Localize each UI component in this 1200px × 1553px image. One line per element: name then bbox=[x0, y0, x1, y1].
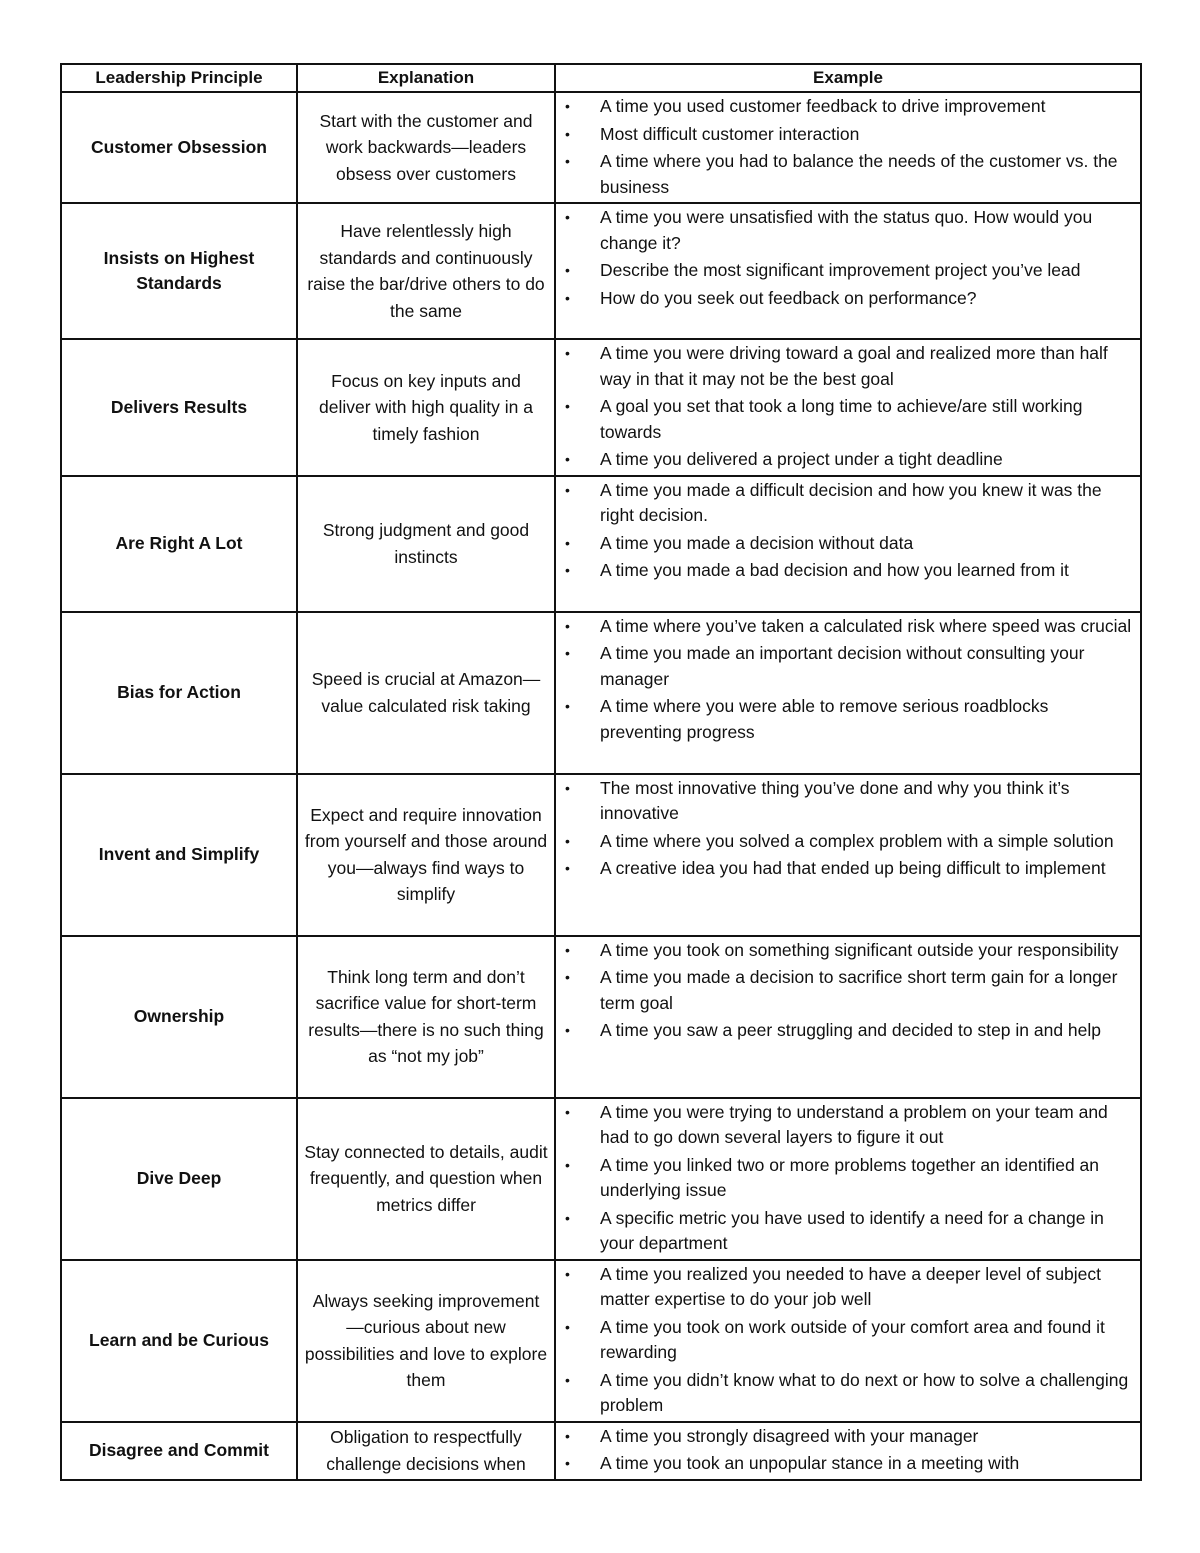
example-text: A time you didn’t know what to do next or how to solve a challenging problem bbox=[600, 1369, 1129, 1415]
explanation-cell: Stay connected to details, audit frequently, and question when metrics differ bbox=[297, 1098, 555, 1260]
example-item bbox=[556, 478, 1132, 529]
example-item bbox=[556, 1315, 1132, 1366]
bullet-icon: • bbox=[565, 398, 570, 414]
bullet-icon: • bbox=[565, 345, 570, 361]
example-item bbox=[556, 1262, 1132, 1313]
bullet-icon: • bbox=[565, 617, 570, 634]
principle-cell: Disagree and Commit bbox=[61, 1422, 297, 1480]
example-text: A time you took on something significant outside your responsibility bbox=[600, 939, 1119, 960]
example-list bbox=[556, 613, 1140, 746]
example-text: A time where you’ve taken a calculated risk where speed was crucial bbox=[600, 615, 1132, 636]
principle-cell: Ownership bbox=[61, 936, 297, 1098]
bullet-icon: • bbox=[565, 209, 570, 225]
principle-cell: Bias for Action bbox=[61, 612, 297, 774]
bullet-icon: • bbox=[565, 1371, 570, 1388]
example-item bbox=[556, 829, 1132, 855]
example-item bbox=[556, 614, 1132, 640]
principle-cell: Invent and Simplify bbox=[61, 774, 297, 936]
bullet-icon: • bbox=[565, 969, 570, 985]
table-row bbox=[61, 1422, 1141, 1480]
principle-cell: Dive Deep bbox=[61, 1098, 297, 1260]
bullet-icon: • bbox=[565, 153, 570, 169]
table-row bbox=[61, 1260, 1141, 1422]
examples-cell bbox=[555, 1422, 1141, 1480]
example-text: A time you were trying to understand a problem on your team and had to go down several layers to figure it out bbox=[600, 1101, 1108, 1147]
example-item bbox=[556, 149, 1132, 200]
example-list bbox=[556, 93, 1140, 200]
example-text: A time you delivered a project under a tight deadline bbox=[600, 449, 1003, 469]
bullet-icon: • bbox=[565, 1022, 570, 1038]
explanation-cell: Start with the customer and work backwards—leaders obsess over customers bbox=[297, 92, 555, 203]
explanation-cell: Focus on key inputs and deliver with high quality in a timely fashion bbox=[297, 339, 555, 476]
bullet-icon: • bbox=[565, 941, 570, 958]
example-item bbox=[556, 694, 1132, 745]
example-item bbox=[556, 776, 1132, 827]
explanation-cell: Have relentlessly high standards and continuously raise the bar/drive others to do the same bbox=[297, 203, 555, 339]
example-item bbox=[556, 1206, 1132, 1257]
example-text: A time you made a decision without data bbox=[600, 532, 914, 553]
examples-cell bbox=[555, 339, 1141, 476]
example-text: A time you made a decision to sacrifice short term gain for a longer term goal bbox=[600, 967, 1118, 1013]
example-text: A goal you set that took a long time to achieve/are still working towards bbox=[600, 396, 1083, 442]
example-text: A time you were driving toward a goal and realized more than half way in that it may not be the best goal bbox=[600, 343, 1108, 389]
example-item bbox=[556, 286, 1132, 312]
bullet-icon: • bbox=[565, 262, 570, 278]
example-text: A time you realized you needed to have a deeper level of subject matter expertise to do your job well bbox=[600, 1263, 1102, 1309]
example-item bbox=[556, 938, 1132, 964]
example-item bbox=[556, 1451, 1132, 1477]
explanation-cell: Obligation to respectfully challenge decisions when bbox=[297, 1422, 555, 1480]
example-item bbox=[556, 1018, 1132, 1044]
examples-cell bbox=[555, 936, 1141, 1098]
table-row bbox=[61, 476, 1141, 612]
example-text: A time you took on work outside of your comfort area and found it rewarding bbox=[600, 1316, 1105, 1362]
bullet-icon: • bbox=[565, 1103, 570, 1120]
example-text: How do you seek out feedback on performance? bbox=[600, 287, 977, 308]
principle-cell: Insists on Highest Standards bbox=[61, 203, 297, 339]
bullet-icon: • bbox=[565, 125, 570, 142]
example-item bbox=[556, 641, 1132, 692]
table-row bbox=[61, 339, 1141, 476]
header-principle: Leadership Principle bbox=[61, 64, 297, 92]
example-item bbox=[556, 1424, 1132, 1450]
example-item bbox=[556, 856, 1132, 882]
example-item bbox=[556, 94, 1132, 120]
example-list bbox=[556, 1423, 1140, 1477]
bullet-icon: • bbox=[565, 481, 570, 498]
bullet-icon: • bbox=[565, 98, 570, 114]
principle-cell: Learn and be Curious bbox=[61, 1260, 297, 1422]
examples-cell bbox=[555, 203, 1141, 339]
table-row bbox=[61, 612, 1141, 774]
bullet-icon: • bbox=[565, 289, 570, 306]
table-row bbox=[61, 936, 1141, 1098]
example-list bbox=[556, 340, 1140, 473]
example-item bbox=[556, 122, 1132, 148]
table-body bbox=[61, 92, 1141, 1480]
bullet-icon: • bbox=[565, 860, 570, 876]
example-text: A time you made a bad decision and how you learned from it bbox=[600, 560, 1069, 580]
examples-cell bbox=[555, 774, 1141, 936]
example-text: A time you made a difficult decision and how you knew it was the right decision. bbox=[600, 479, 1102, 525]
bullet-icon: • bbox=[565, 1455, 570, 1471]
explanation-cell: Always seeking improvement—curious about new possibilities and love to explore them bbox=[297, 1260, 555, 1422]
bullet-icon: • bbox=[565, 832, 570, 849]
example-list bbox=[556, 204, 1140, 311]
examples-cell bbox=[555, 612, 1141, 774]
example-list bbox=[556, 1099, 1140, 1257]
bullet-icon: • bbox=[565, 1209, 570, 1226]
bullet-icon: • bbox=[565, 562, 570, 578]
example-item bbox=[556, 558, 1132, 584]
bullet-icon: • bbox=[565, 1265, 570, 1282]
example-list bbox=[556, 477, 1140, 584]
example-text: A time where you were able to remove serious roadblocks preventing progress bbox=[600, 696, 1049, 742]
principle-cell: Are Right A Lot bbox=[61, 476, 297, 612]
principle-cell: Delivers Results bbox=[61, 339, 297, 476]
example-item bbox=[556, 1368, 1132, 1419]
examples-cell bbox=[555, 476, 1141, 612]
examples-cell bbox=[555, 1098, 1141, 1260]
leadership-principles-table bbox=[60, 63, 1142, 1481]
bullet-icon: • bbox=[565, 779, 570, 796]
example-list bbox=[556, 1261, 1140, 1419]
examples-cell bbox=[555, 92, 1141, 203]
explanation-cell: Strong judgment and good instincts bbox=[297, 476, 555, 612]
table-row bbox=[61, 203, 1141, 339]
example-text: A time you saw a peer struggling and decided to step in and help bbox=[600, 1020, 1102, 1040]
example-list bbox=[556, 937, 1140, 1044]
example-text: The most innovative thing you’ve done and why you think it’s innovative bbox=[600, 777, 1070, 823]
bullet-icon: • bbox=[565, 534, 570, 551]
example-text: A time you used customer feedback to drive improvement bbox=[600, 96, 1046, 116]
header-example: Example bbox=[555, 64, 1141, 92]
explanation-cell: Expect and require innovation from yourself and those around you—always find ways to simplify bbox=[297, 774, 555, 936]
example-item bbox=[556, 341, 1132, 392]
example-text: A specific metric you have used to identify a need for a change in your department bbox=[600, 1207, 1104, 1253]
example-text: A time where you solved a complex problem with a simple solution bbox=[600, 830, 1114, 851]
example-item bbox=[556, 447, 1132, 473]
examples-cell bbox=[555, 1260, 1141, 1422]
bullet-icon: • bbox=[565, 1427, 570, 1444]
header-row bbox=[61, 64, 1141, 92]
example-text: Describe the most significant improvement project you’ve lead bbox=[600, 260, 1081, 280]
table-row bbox=[61, 774, 1141, 936]
bullet-icon: • bbox=[565, 1156, 570, 1173]
example-list bbox=[556, 775, 1140, 882]
principle-cell: Customer Obsession bbox=[61, 92, 297, 203]
example-item bbox=[556, 965, 1132, 1016]
bullet-icon: • bbox=[565, 451, 570, 467]
bullet-icon: • bbox=[565, 698, 570, 714]
example-text: A creative idea you had that ended up being difficult to implement bbox=[600, 858, 1106, 878]
example-item bbox=[556, 531, 1132, 557]
explanation-cell: Think long term and don’t sacrifice value for short-term results—there is no such thing as “not my job” bbox=[297, 936, 555, 1098]
table-row bbox=[61, 92, 1141, 203]
example-item bbox=[556, 205, 1132, 256]
example-text: A time you strongly disagreed with your manager bbox=[600, 1425, 979, 1446]
example-item bbox=[556, 1100, 1132, 1151]
header-explanation: Explanation bbox=[297, 64, 555, 92]
example-text: A time you linked two or more problems together an identified an underlying issue bbox=[600, 1154, 1100, 1200]
example-item bbox=[556, 394, 1132, 445]
example-text: Most difficult customer interaction bbox=[600, 123, 860, 144]
example-text: A time you took an unpopular stance in a meeting with bbox=[600, 1453, 1020, 1473]
example-text: A time where you had to balance the needs of the customer vs. the business bbox=[600, 151, 1118, 197]
bullet-icon: • bbox=[565, 1318, 570, 1335]
example-item bbox=[556, 1153, 1132, 1204]
example-item bbox=[556, 258, 1132, 284]
explanation-cell: Speed is crucial at Amazon—value calculated risk taking bbox=[297, 612, 555, 774]
table-row bbox=[61, 1098, 1141, 1260]
bullet-icon: • bbox=[565, 645, 570, 661]
example-text: A time you made an important decision without consulting your manager bbox=[600, 643, 1085, 689]
example-text: A time you were unsatisfied with the status quo. How would you change it? bbox=[600, 207, 1093, 253]
